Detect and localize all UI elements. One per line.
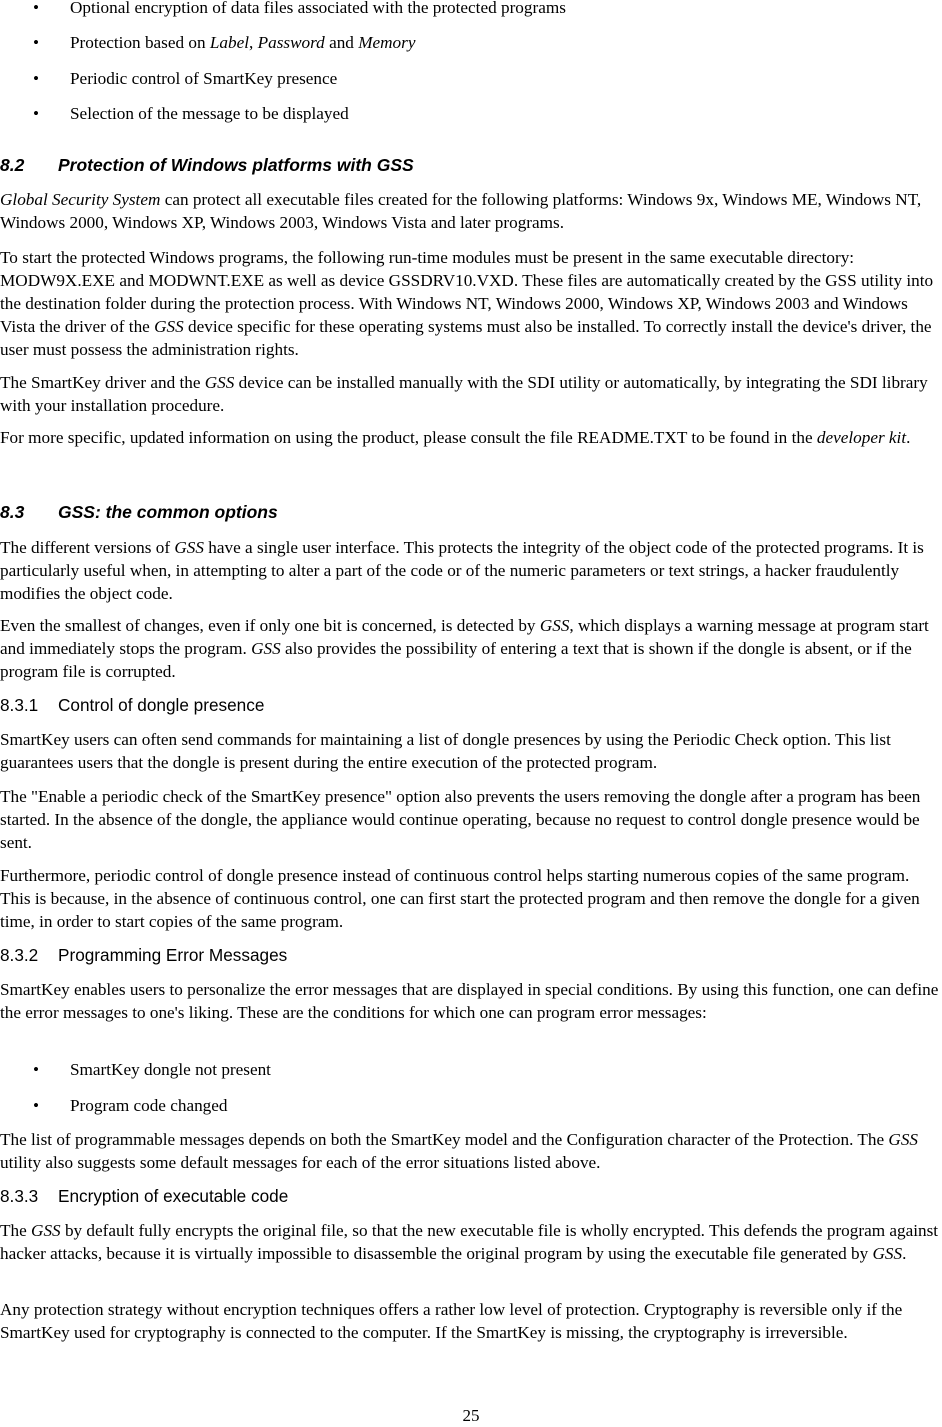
list-item-text: Optional encryption of data files associated with the protected programs: [70, 0, 566, 17]
list-item-text: Selection of the message to be displayed: [70, 104, 349, 123]
paragraph: The "Enable a periodic check of the SmartKey presence" option also prevents the users removing the dongle after a program has been started. In the absence of the dongle, the appliance would continue operating, because no request to control dongle presence would be sent.: [0, 787, 921, 852]
bullet-icon: •: [33, 0, 40, 17]
list-item-text: Protection based on Label, Password and Memory: [70, 33, 416, 52]
bullet-icon: •: [33, 1096, 40, 1115]
paragraph: The SmartKey driver and the GSS device can be installed manually with the SDI utility or automatically, by integrating the SDI library with your installation procedure.: [0, 373, 928, 415]
paragraph: To start the protected Windows programs, the following run-time modules must be present in the same executable directory: MODW9X.EXE and MODWNT.EXE as well as device GSSDRV10.VXD. These files are automatically created by the GSS utility into the destination folder during the protection process. With Windows NT, Windows 2000, Windows XP, Windows 2003 and Windows Vista the driver of the GSS device specific for these operating systems must also be installed. To correctly install the device's driver, the user must possess the administration rights.: [0, 248, 934, 359]
list-item-text: Program code changed: [70, 1096, 228, 1115]
paragraph: For more specific, updated information on using the product, please consult the file README.TXT to be found in the developer kit.: [0, 428, 911, 447]
paragraph: SmartKey enables users to personalize the error messages that are displayed in special conditions. By using this function, one can define the error messages to one's liking. These are the conditions for which one can program error messages:: [0, 980, 939, 1022]
bullet-icon: •: [33, 104, 40, 123]
paragraph: Even the smallest of changes, even if only one bit is concerned, is detected by GSS, which displays a warning message at program start and immediately stops the program. GSS also provides the possibility of entering a text that is shown if the dongle is absent, or if the program file is corrupted.: [0, 616, 929, 681]
bullet-icon: •: [33, 33, 40, 52]
section-heading-8-3: 8.3 GSS: the common options: [0, 502, 278, 522]
bullet-icon: •: [33, 1060, 40, 1079]
paragraph: The different versions of GSS have a single user interface. This protects the integrity of the object code of the protected programs. It is particularly useful when, in attempting to alter a part of the code or of the numeric parameters or text strings, a hacker fraudulently modifies the object code.: [0, 538, 924, 603]
paragraph: The list of programmable messages depends on both the SmartKey model and the Configuration character of the Protection. The GSS utility also suggests some default messages for each of the error situations listed above.: [0, 1130, 919, 1172]
paragraph: Any protection strategy without encryption techniques offers a rather low level of protection. Cryptography is reversible only if the SmartKey used for cryptography is connected to the computer. If the SmartKey is missing, the cryptography is irreversible.: [0, 1300, 903, 1342]
bullet-icon: •: [33, 69, 40, 88]
paragraph: The GSS by default fully encrypts the original file, so that the new executable file is wholly encrypted. This defends the program against hacker attacks, because it is virtually impossible to disassemble the original program by using the executable file generated by GSS.: [0, 1221, 939, 1263]
list-item-text: SmartKey dongle not present: [70, 1060, 271, 1079]
page-number: 25: [462, 1406, 480, 1425]
paragraph: Furthermore, periodic control of dongle presence instead of continuous control helps starting numerous copies of the same program. This is because, in the absence of continuous control, one can first start the protected program and then remove the dongle for a given time, in order to start copies of the same program.: [0, 866, 920, 931]
section-heading-8-2: 8.2 Protection of Windows platforms with GSS: [0, 155, 414, 175]
paragraph: SmartKey users can often send commands for maintaining a list of dongle presences by using the Periodic Check option. This list guarantees users that the dongle is present during the entire execution of the protected program.: [0, 730, 891, 772]
subsection-heading-8-3-1: 8.3.1 Control of dongle presence: [0, 695, 265, 715]
subsection-heading-8-3-3: 8.3.3 Encryption of executable code: [0, 1186, 289, 1206]
list-item-text: Periodic control of SmartKey presence: [70, 69, 338, 88]
subsection-heading-8-3-2: 8.3.2 Programming Error Messages: [0, 945, 288, 965]
paragraph: Global Security System can protect all executable files created for the following platforms: Windows 9x, Windows ME, Windows NT, Windows 2000, Windows XP, Windows 2003, Windows Vista and later programs.: [0, 190, 922, 232]
